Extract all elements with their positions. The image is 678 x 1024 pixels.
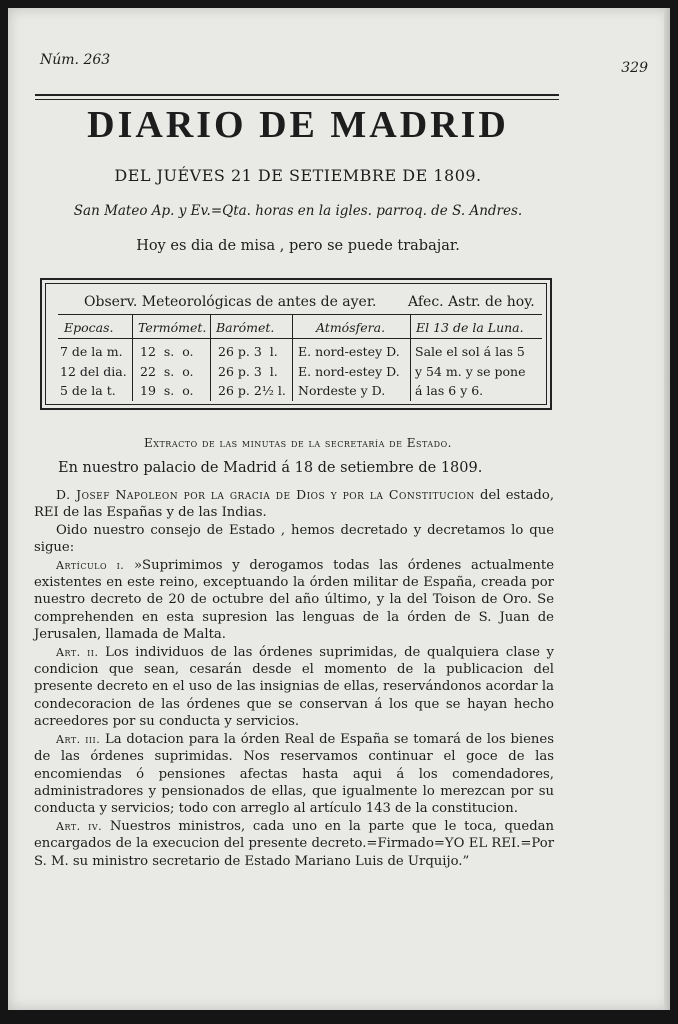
- article-text: Nuestros ministros, cada uno en la parte que le toca, quedan encargados de la execucion del presente decreto.=Firmado=YO EL REI.=Por S. M. su ministro secretario de Estado Mariano Luis de Urquijo.”: [34, 818, 554, 869]
- termometro-cell: 22 s. o.: [140, 363, 194, 379]
- col-termometro: Termómet.: [138, 320, 207, 335]
- epoca-cell: 7 de la m.: [60, 344, 123, 359]
- date-line: DEL JUÉVES 21 DE SETIEMBRE DE 1809.: [114, 166, 482, 185]
- newspaper-page: [8, 8, 670, 1010]
- article-4: [34, 818, 554, 870]
- article-text: La dotacion para la órden Real de España se tomará de los bienes de las órdenes suprimidas. Nos reservamos continuar el goce de las encomiendas ó pensiones afectas hasta aqui á los comendadores, administradores y pensionados de ellas, que igualmente lo merezcan por su conducta y servicios; todo con arreglo al artículo 143 de la constitucion.: [34, 731, 554, 817]
- table-row: [218, 342, 286, 401]
- weather-table-inner-border: [45, 283, 547, 405]
- epoca-cell: 5 de la t.: [60, 383, 116, 398]
- atmosfera-cell: Nordeste y D.: [298, 383, 386, 398]
- luna-cell: Sale el sol á las 5: [415, 344, 525, 359]
- barometro-cell: 26 p. 2½ l.: [218, 383, 286, 398]
- luna-cell: y 54 m. y se pone: [415, 363, 526, 379]
- col-luna: El 13 de la Luna.: [416, 320, 524, 335]
- intro-paragraph: [34, 486, 554, 522]
- article-body: [34, 486, 554, 870]
- article-label: Artículo i.: [56, 558, 125, 572]
- barometro-cell: 26 p. 3 l.: [218, 363, 278, 379]
- header-underline: [58, 338, 542, 339]
- issue-number: Núm. 263: [40, 52, 111, 68]
- atmosfera-cell: E. nord-estey D.: [298, 363, 400, 379]
- article-text: »Suprimimos y derogamos todas las órdenes actualmente existentes en este reino, exceptuando la órden militar de España, creada por nuestro decreto de 20 de octubre del año último, y la del Toison de Oro. Se comprehenden en esta supresion las lenguas de la órden de S. Juan de Jerusalen, llamada de Malta.: [34, 557, 555, 643]
- weather-title-left: Observ. Meteorológicas de antes de ayer.: [84, 294, 377, 310]
- table-divider: [58, 314, 542, 315]
- article-3: [34, 731, 554, 818]
- col-separator: [292, 315, 293, 401]
- luna-cell: á las 6 y 6.: [415, 383, 484, 398]
- article-1: [34, 557, 554, 644]
- article-label: Art. iii.: [56, 732, 101, 746]
- intro-rest: del estado, REI de las Españas y de las Indias.: [34, 488, 555, 521]
- termometro-cell: 12 s. o.: [140, 344, 194, 359]
- title-rule-thick: [35, 94, 559, 96]
- article-label: Art. iv.: [56, 819, 103, 833]
- table-row: [298, 342, 400, 401]
- weather-table: [40, 278, 552, 410]
- col-separator: [210, 315, 211, 401]
- article-label: Art. ii.: [56, 645, 99, 659]
- col-atmosfera: Atmósfera.: [316, 320, 386, 335]
- col-separator: [410, 315, 411, 401]
- page-edge: [664, 8, 670, 1010]
- barometro-cell: 26 p. 3 l.: [218, 344, 278, 359]
- table-row: [415, 342, 526, 401]
- place-date: En nuestro palacio de Madrid á 18 de setiembre de 1809.: [58, 460, 483, 476]
- masthead-title: DIARIO DE MADRID: [87, 104, 509, 146]
- termometro-cell: 19 s. o.: [140, 383, 194, 398]
- article-heading: Extracto de las minutas de la secretaría de Estado.: [144, 436, 452, 450]
- col-barometro: Barómet.: [216, 320, 275, 335]
- intro-lead: D. Josef Napoleon por la gracia de Dios y por la Constitucion: [56, 487, 475, 502]
- mass-line: Hoy es dia de misa , pero se puede trabajar.: [136, 238, 460, 254]
- title-rule-thin: [35, 99, 559, 100]
- col-epocas: Epocas.: [64, 320, 114, 335]
- article-2: [34, 644, 554, 731]
- table-row: [60, 342, 127, 401]
- col-separator: [132, 315, 133, 401]
- weather-title-right: Afec. Astr. de hoy.: [408, 294, 535, 310]
- table-row: [140, 342, 193, 401]
- decree-paragraph: Oido nuestro consejo de Estado , hemos decretado y decretamos lo que sigue:: [34, 522, 554, 556]
- page-number: 329: [621, 60, 648, 76]
- saint-line: San Mateo Ap. y Ev.=Qta. horas en la igles. parroq. de S. Andres.: [73, 203, 523, 219]
- epoca-cell: 12 del dia.: [60, 363, 127, 379]
- article-text: Los individuos de las órdenes suprimidas, de qualquiera clase y condicion que sean, cesarán desde el momento de la publicacion del presente decreto en el uso de las insignias de ellas, reservándonos acordar la condecoracion de las órdenes que se conservan á los que se hayan hecho acreedores por su conducta y servicios.: [34, 644, 554, 730]
- atmosfera-cell: E. nord-estey D.: [298, 344, 400, 359]
